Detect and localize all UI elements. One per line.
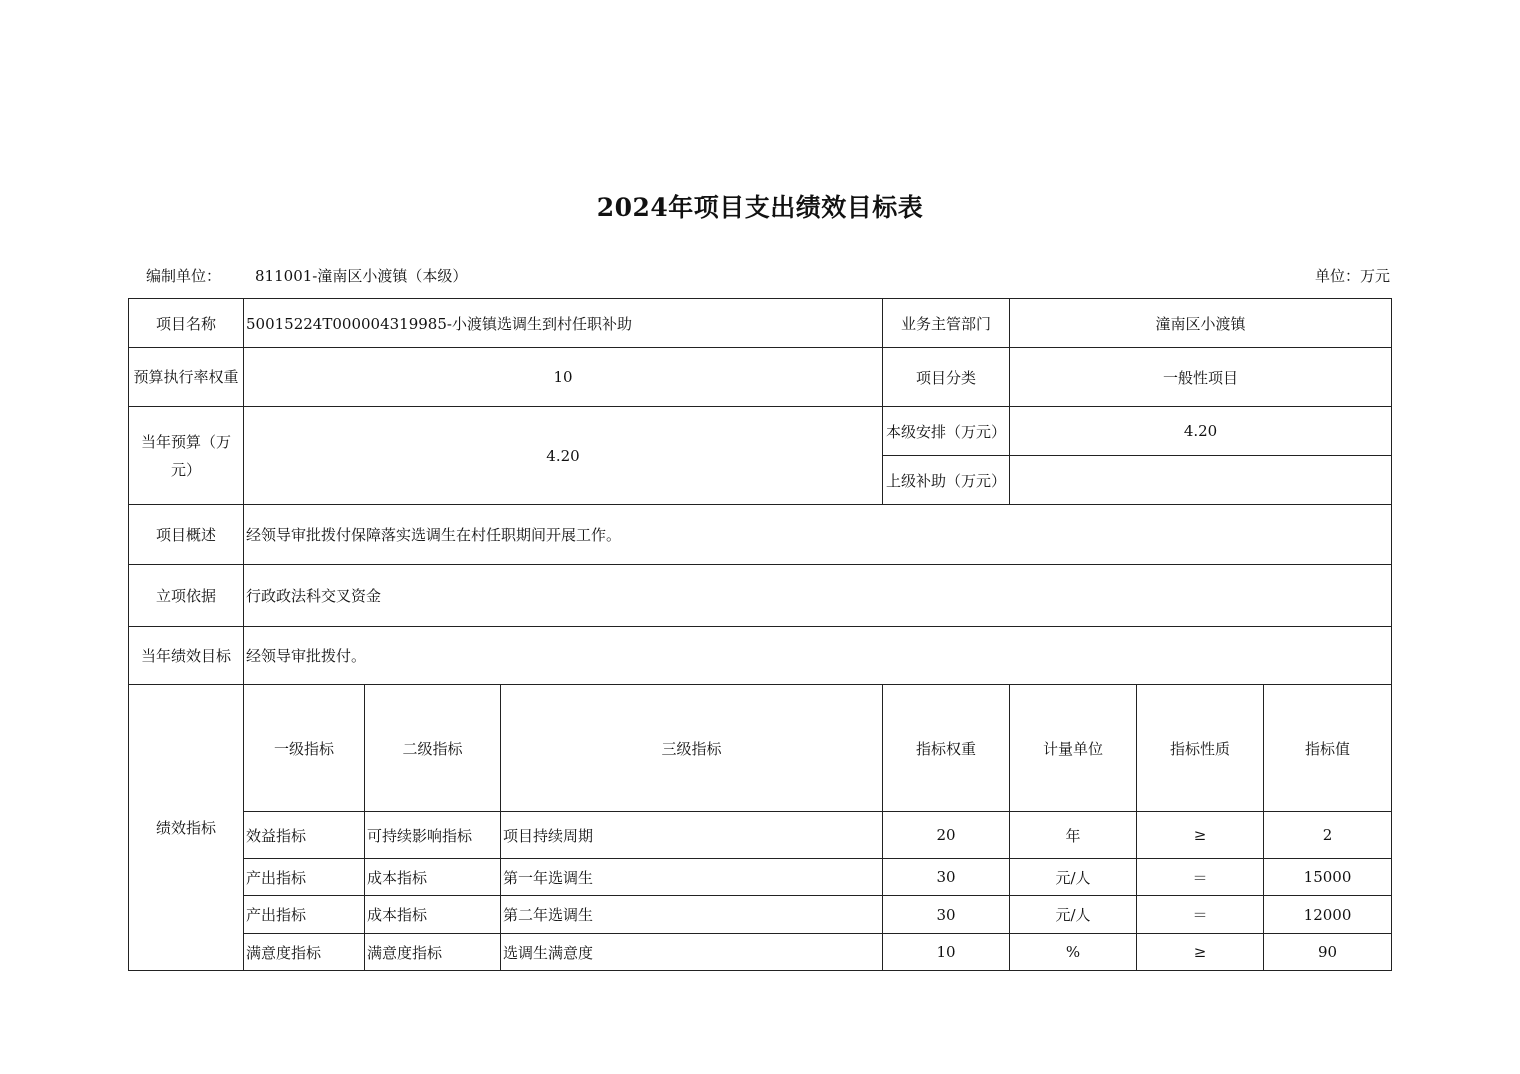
overview-value: 经领导审批拨付保障落实选调生在村任职期间开展工作。 xyxy=(244,505,1392,565)
table-cell: 10 xyxy=(883,934,1010,971)
category-label: 项目分类 xyxy=(883,348,1010,407)
table-cell: 产出指标 xyxy=(244,896,365,934)
col-header: 指标性质 xyxy=(1137,685,1264,812)
table-cell: 元/人 xyxy=(1010,859,1137,896)
table-cell: ≥ xyxy=(1137,812,1264,859)
overview-label: 项目概述 xyxy=(129,505,244,565)
upper-value xyxy=(1010,456,1392,505)
table-cell: 效益指标 xyxy=(244,812,365,859)
table-cell: 项目持续周期 xyxy=(501,812,883,859)
page-title: 2024年项目支出绩效目标表 xyxy=(596,193,924,222)
local-value: 4.20 xyxy=(1010,407,1392,456)
col-header: 指标值 xyxy=(1264,685,1392,812)
table-cell: 第一年选调生 xyxy=(501,859,883,896)
table-row xyxy=(129,934,1392,971)
table-cell: % xyxy=(1010,934,1137,971)
table-cell: 2 xyxy=(1264,812,1392,859)
table-cell: ＝ xyxy=(1137,859,1264,896)
project-name-value: 50015224T000004319985-小渡镇选调生到村任职补助 xyxy=(244,299,883,348)
dept-label: 业务主管部门 xyxy=(883,299,1010,348)
table-cell: 12000 xyxy=(1264,896,1392,934)
table-cell: 30 xyxy=(883,859,1010,896)
compiling-unit-label: 编制单位： xyxy=(146,267,222,285)
col-header: 一级指标 xyxy=(244,685,365,812)
compiling-unit-value: 811001-潼南区小渡镇（本级） xyxy=(255,267,468,285)
table-cell: 90 xyxy=(1264,934,1392,971)
money-unit: 单位：万元 xyxy=(1314,267,1390,285)
category-value: 一般性项目 xyxy=(1010,348,1392,407)
budget-label: 当年预算（万元） xyxy=(129,407,244,505)
table-cell: ＝ xyxy=(1137,896,1264,934)
table-cell: 第二年选调生 xyxy=(501,896,883,934)
table-cell: 元/人 xyxy=(1010,896,1137,934)
table-cell: 产出指标 xyxy=(244,859,365,896)
col-header: 三级指标 xyxy=(501,685,883,812)
table-row xyxy=(129,812,1392,859)
table-cell: 满意度指标 xyxy=(365,934,501,971)
table-cell: 年 xyxy=(1010,812,1137,859)
col-header: 指标权重 xyxy=(883,685,1010,812)
basis-label: 立项依据 xyxy=(129,565,244,627)
table-row xyxy=(129,859,1392,896)
table-cell: ≥ xyxy=(1137,934,1264,971)
budget-value: 4.20 xyxy=(244,407,883,505)
table-cell: 选调生满意度 xyxy=(501,934,883,971)
table-cell: 可持续影响指标 xyxy=(365,812,501,859)
goal-value: 经领导审批拨付。 xyxy=(244,627,1392,685)
table-cell: 30 xyxy=(883,896,1010,934)
exec-weight-value: 10 xyxy=(244,348,883,407)
local-label: 本级安排（万元） xyxy=(883,407,1010,456)
dept-value: 潼南区小渡镇 xyxy=(1010,299,1392,348)
table-cell: 满意度指标 xyxy=(244,934,365,971)
goal-label: 当年绩效目标 xyxy=(129,627,244,685)
col-header: 计量单位 xyxy=(1010,685,1137,812)
table-cell: 20 xyxy=(883,812,1010,859)
exec-weight-label: 预算执行率权重 xyxy=(129,348,244,407)
upper-label: 上级补助（万元） xyxy=(883,456,1010,505)
col-header: 二级指标 xyxy=(365,685,501,812)
table-row xyxy=(129,896,1392,934)
table-cell: 成本指标 xyxy=(365,896,501,934)
table-cell: 成本指标 xyxy=(365,859,501,896)
compiling-unit xyxy=(146,265,467,286)
indicator-label: 绩效指标 xyxy=(129,685,244,971)
table-cell: 15000 xyxy=(1264,859,1392,896)
performance-table xyxy=(128,298,1392,971)
basis-value: 行政政法科交叉资金 xyxy=(244,565,1392,627)
project-name-label: 项目名称 xyxy=(129,299,244,348)
